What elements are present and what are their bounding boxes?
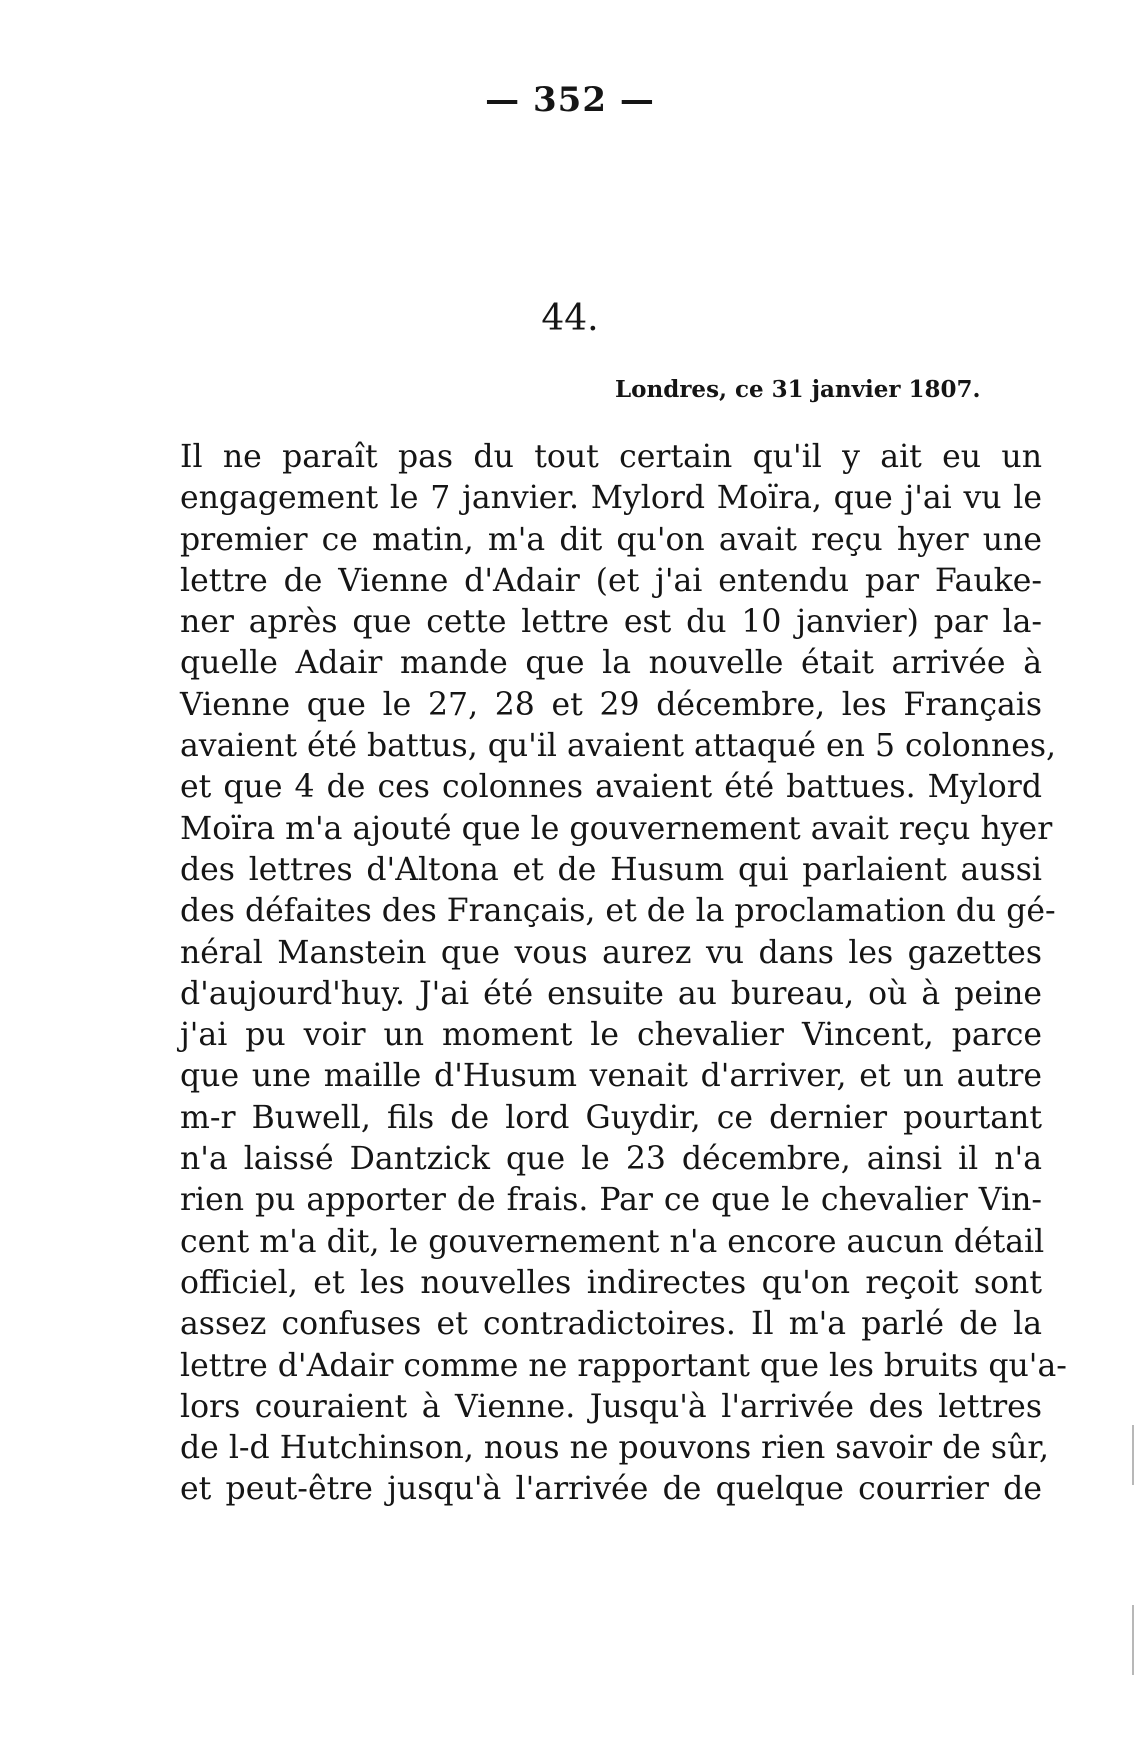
text-line: ner après que cette lettre est du 10 janvier) par la-	[180, 604, 1042, 641]
text-line: premier ce matin, m'a dit qu'on avait reçu hyer une	[180, 521, 1042, 558]
text-line: assez confuses et contradictoires. Il m'a parlé de la	[180, 1306, 1042, 1343]
text-line: cent m'a dit, le gouvernement n'a encore aucun détail	[180, 1223, 1045, 1260]
text-line: lettre de Vienne d'Adair (et j'ai entendu par Fauke-	[180, 562, 1042, 599]
text-line: des défaites des Français, et de la proclamation du gé-	[180, 893, 1056, 930]
text-line: Il ne paraît pas du tout certain qu'il y ait eu un	[180, 439, 1042, 475]
page-edge-mark	[1132, 1605, 1134, 1675]
page-edge-mark	[1132, 1425, 1134, 1485]
text-line: j'ai pu voir un moment le chevalier Vincent, parce	[180, 1017, 1042, 1054]
text-line: officiel, et les nouvelles indirectes qu'on reçoit sont	[180, 1264, 1042, 1301]
letter-body	[180, 437, 1067, 1511]
text-line: quelle Adair mande que la nouvelle était arrivée à	[180, 645, 1042, 682]
text-line: de l-d Hutchinson, nous ne pouvons rien savoir de sûr,	[180, 1430, 1049, 1467]
page-number: — 352 —	[485, 80, 655, 120]
text-line: des lettres d'Altona et de Husum qui parlaient aussi	[180, 851, 1042, 888]
text-line: Vienne que le 27, 28 et 29 décembre, les Français	[180, 686, 1042, 723]
text-line: et que 4 de ces colonnes avaient été battues. Mylord	[180, 769, 1042, 806]
text-line: d'aujourd'huy. J'ai été ensuite au bureau, où à peine	[180, 975, 1042, 1012]
text-line: néral Manstein que vous aurez vu dans les gazettes	[180, 934, 1042, 971]
text-line: et peut-être jusqu'à l'arrivée de quelque courrier de	[180, 1471, 1042, 1508]
dateline: Londres, ce 31 janvier 1807.	[615, 376, 981, 403]
text-line: rien pu apporter de frais. Par ce que le chevalier Vin-	[180, 1182, 1042, 1219]
text-line: m-r Buwell, fils de lord Guydir, ce dernier pourtant	[180, 1099, 1042, 1136]
text-line: n'a laissé Dantzick que le 23 décembre, ainsi il n'a	[180, 1141, 1042, 1178]
text-line: engagement le 7 janvier. Mylord Moïra, que j'ai vu le	[180, 480, 1042, 517]
text-line: avaient été battus, qu'il avaient attaqué en 5 colonnes,	[180, 728, 1057, 765]
text-line: que une maille d'Husum venait d'arriver, et un autre	[180, 1058, 1042, 1095]
text-line: lettre d'Adair comme ne rapportant que les bruits qu'a-	[180, 1347, 1067, 1384]
text-line: lors couraient à Vienne. Jusqu'à l'arrivée des lettres	[180, 1388, 1042, 1425]
text-line: Moïra m'a ajouté que le gouvernement avait reçu hyer	[180, 810, 1053, 847]
letter-number: 44.	[541, 298, 599, 339]
